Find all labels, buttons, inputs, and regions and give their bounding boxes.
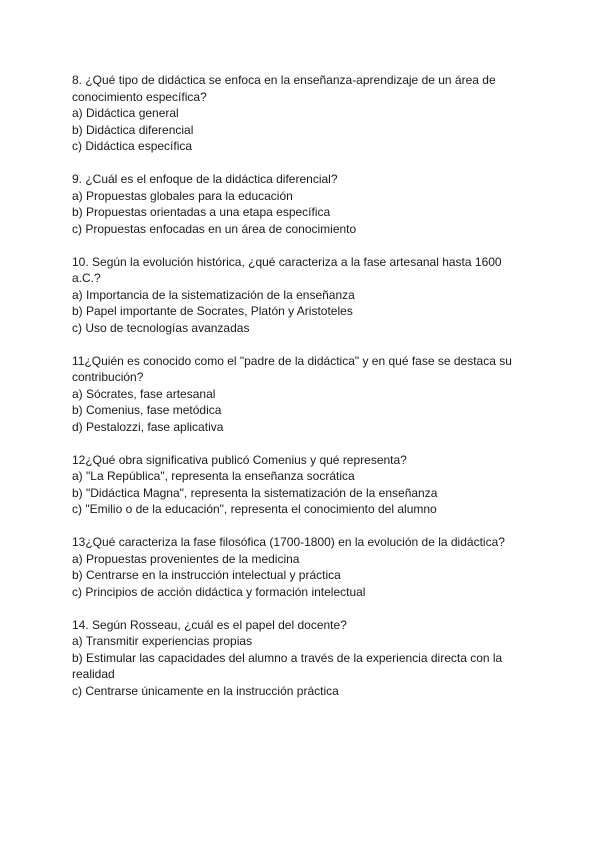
question-text: 8. ¿Qué tipo de didáctica se enfoca en la enseñanza-aprendizaje de un área de conocimiento específica? [72,73,496,104]
question-text: 11¿Quién es conocido como el "padre de la didáctica" y en qué fase se destaca su contribución? [72,353,512,384]
document-page [72,72,522,716]
question-text: 12¿Qué obra significativa publicó Comenius y qué representa? [72,452,407,467]
option-a: a) "La República", representa la enseñanza socrática [72,469,355,483]
option-a: a) Propuestas globales para la educación [72,188,293,203]
question-text: 10. Según la evolución histórica, ¿qué caracteriza a la fase artesanal hasta 1600 a.C.? [72,254,502,285]
option-b: b) Estimular las capacidades del alumno a través de la experiencia directa con la realidad [72,650,503,681]
option-b: b) Papel importante de Socrates, Platón y Aristoteles [72,304,353,318]
option-c: c) "Emilio o de la educación", representa el conocimiento del alumno [72,502,437,516]
question-9 [72,171,522,237]
question-text: 9. ¿Cuál es el enfoque de la didáctica diferencial? [72,172,338,186]
option-a: a) Propuestas provenientes de la medicina [72,551,300,566]
option-a: a) Sócrates, fase artesanal [72,386,216,401]
option-d: d) Pestalozzi, fase aplicativa [72,419,224,434]
question-11 [72,353,522,436]
question-10 [72,254,522,337]
option-b: b) Centrarse en la instrucción intelectual y práctica [72,568,341,582]
option-c: c) Uso de tecnologías avanzadas [72,320,250,335]
question-text: 14. Según Rosseau, ¿cuál es el papel del docente? [72,617,347,632]
option-b: b) "Didáctica Magna", representa la sistematización de la enseñanza [72,485,438,500]
option-a: a) Importancia de la sistematización de la enseñanza [72,287,355,302]
option-c: c) Principios de acción didáctica y formación intelectual [72,584,366,599]
question-13 [72,534,522,600]
question-text: 13¿Qué caracteriza la fase filosófica (1700-1800) en la evolución de la didáctica? [72,535,505,549]
option-c: c) Centrarse únicamente en la instrucción práctica [72,683,339,698]
option-a: a) Didáctica general [72,106,179,120]
question-8 [72,72,522,155]
question-14 [72,617,522,700]
option-c: c) Propuestas enfocadas en un área de conocimiento [72,221,357,236]
question-12 [72,452,522,518]
option-a: a) Transmitir experiencias propias [72,634,253,648]
option-c: c) Didáctica específica [72,139,193,153]
option-b: b) Propuestas orientadas a una etapa específica [72,205,331,219]
option-b: b) Didáctica diferencial [72,122,194,137]
option-b: b) Comenius, fase metódica [72,403,222,417]
